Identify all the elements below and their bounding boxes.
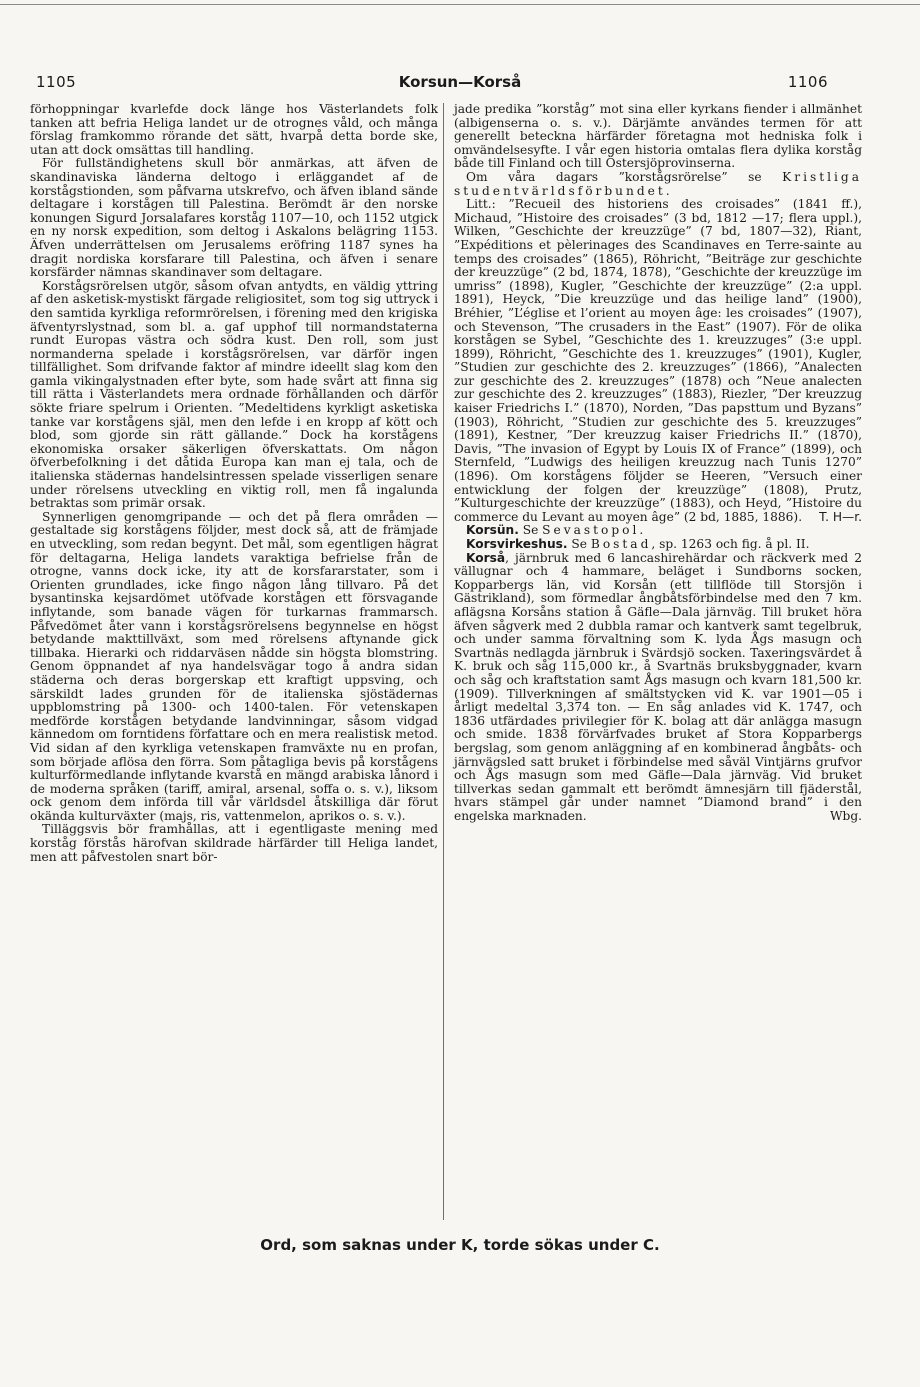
entry-headword: Korså bbox=[466, 550, 506, 565]
entry-text: , järnbruk med 6 lancashirehärdar och räckverk med 2 vällugnar och 4 hammare, beläget i Sundborns socken, Kopparbergs län, vid Korsån (ett tillflöde till Storsjön i Gästrikland), som förmedlar ångbåtsförbindelse med den 7 km. aflägsna Korsåns station å Gäfle—Dala järnväg. Till bruket höra äfven sågverk med 2 dubbla ramar och kantverk samt tegelbruk, och under samma förvaltning som K. lyda Ågs masugn och Svartnäs nedlagda järnbruk i Svärdsjö socken. Taxeringsvärdet å K. bruk och såg 115,000 kr., å Svartnäs bruksbyggnader, kvarn och såg och kraftstation samt Ågs masugn och kvarn 181,500 kr. (1909). Tillverkningen af smältstycken vid K. var 1901—05 i årligt medeltal 3,374 ton. — En såg anlades vid K. 1747, och 1836 utfärdades privilegier för K. bolag att där anlägga masugn och smide. 1838 förvärfvades bruket af Stora Kopparbergs bergslag, som genom anläggning af en kombinerad ångbåts- och järnvägsled satt bruket i förbindelse med såväl Vintjärns grufvor och Ågs masugn som med Gäfle—Dala järnväg. Vid bruket tillverkas sedan gammalt ett berömdt ämnesjärn till fjäderstål, hvars stämpel går under namnet ”Diamond brand” i den engelska marknaden. bbox=[454, 550, 862, 823]
text: , sp. 1263 och fig. å pl. II. bbox=[651, 537, 810, 551]
text: Om våra dagars ”korstågsrörelse” se bbox=[466, 169, 783, 184]
paragraph: Korstågsrörelsen utgör, såsom ofvan antydts, en väldig yttring af den asketisk-mystiskt färgade religiositet, som tog sig uttryck i den samtida kyrkliga reformrörelsen, i förening med den krigiska äfventyrslystnad, som bl. a. gaf upphof till normandstaterna rundt Europas västra och södra kust. Den roll, som just normanderna spelade i korstågsrörelsen, var därför ingen tillfällighet. Som drifvande faktor af mindre ideellt slag kom den gamla vikingalystnaden efter byte, som hade svårt att finna sig till rätta i Västerlandets mera ordnade förhållanden och därför sökte friare spelrum i Orienten. ”Medeltidens kyrkligt asketiska tanke var korstågens själ, men den lefde i en kropp af kött och blod, som gjorde sin rätt gällande.” Dock ha korstågens ekonomiska orsaker säkerligen öfverskattats. Om någon öfverbefolkning i det dåtida Europa kan man ej tala, och de italienska städernas handelsintressen spelade visserligen senare under rörelsens utveckling en viktig roll, men få ingalunda betraktas som primär orsak. bbox=[30, 278, 438, 511]
right-column bbox=[454, 103, 862, 823]
paragraph: Tilläggsvis bör framhållas, att i egentligaste mening med korståg förstås härofvan skildrade härfärder till Heliga landet, men att påfvestolen snart bör- bbox=[30, 822, 438, 864]
left-page-number: 1105 bbox=[36, 73, 77, 91]
entry-korsun bbox=[454, 524, 862, 538]
entry-headword: Korsvirkeshus. bbox=[466, 537, 568, 551]
running-head: Korsun—Korså bbox=[398, 73, 522, 91]
spaced-reference: Sevastopol bbox=[542, 523, 640, 538]
cross-reference-paragraph bbox=[454, 171, 862, 198]
author-signature: T. H—r. bbox=[819, 509, 862, 524]
literature-label: Litt. bbox=[466, 197, 492, 212]
entry-korsvirkeshus bbox=[454, 538, 862, 552]
paragraph: Synnerligen genomgripande — och det på flera områden — gestaltade sig korstågens följder, mest dock så, att de främjade en utveckling, som redan begynt. Det mål, som egentligen hägrat för deltagarna, Heliga landets varaktiga befrielse från de otrogne, vanns dock icke, ity att de korsfararstater, som i Orienten grundlades, icke fingo någon lång tillvaro. På det bysantinska kejsardömet utöfvade korstågen ett försvagande inflytande, som banade vägen för turkarnas frammarsch. Påfvedömet åter vann i korstågsrörelsens begynnelse en högst betydande makttillväxt, som med rörelsens aftynande gick tillbaka. Hierarki och riddarväsen nådde sin högsta blomstring. Genom öppnandet af nya handelsvägar togo å andra sidan städerna och deras borgerskap ett kraftigt uppsving, och särskildt lades grunden för de italienska sjöstädernas uppblomstring på 1300- och 1400-talen. För vetenskapen medförde korstågen betydande landvinningar, såsom vidgad kännedom om forntidens författare och en mera realistisk metod. Vid sidan af den kyrkliga vetenskapen framväxte nu en profan, som började aflösa den förra. Som påtagliga bevis på korstågens kulturförmedlande inflytande kvarstå en mängd arabiska lånord i de moderna språken (tariff, amiral, arsenal, soffa o. s. v.), liksom ock genom dem införda till vår världsdel åtskilliga där förut okända kulturväxter (majs, ris, vattenmelon, aprikos o. s. v.). bbox=[30, 509, 438, 823]
paragraph: För fullständighetens skull bör anmärkas, att äfven de skandinaviska länderna deltogo i erläggandet af de korstågstionden, som påfvarna utskrefvo, och äfven ibland sände deltagare i korstågen till Palestina. Berömdt är den norske konungen Sigurd Jorsalafares korståg 1107—10, och 1152 utgick en ny norsk expedition, som deltog i Askalons belägring 1153. Äfven underrättelsen om Jerusalems eröfring 1187 synes ha dragit nordiska korsfarare till Palestina, och äfven i senare korsfärder nämnas skandinaver som deltagare. bbox=[30, 156, 438, 280]
text: . bbox=[665, 183, 670, 198]
author-signature: Wbg. bbox=[829, 808, 862, 823]
spaced-reference: Bostad bbox=[590, 537, 652, 551]
column-divider bbox=[443, 103, 444, 1220]
spaced-reference: Kristliga studentvärldsförbundet bbox=[454, 169, 862, 198]
text: Se bbox=[567, 537, 591, 551]
left-column bbox=[30, 103, 438, 864]
entry-headword: Korsün. bbox=[466, 523, 519, 538]
entry-korsa bbox=[454, 552, 862, 824]
text: . bbox=[639, 523, 644, 538]
top-edge-rule bbox=[0, 4, 920, 5]
text: Se bbox=[518, 523, 543, 538]
page-header bbox=[0, 73, 920, 95]
literature-paragraph bbox=[454, 198, 862, 524]
page-footer-note: Ord, som saknas under K, torde sökas under C. bbox=[260, 1236, 660, 1254]
literature-text: : ”Recueil des historiens des croisades” (1841 ff.), Michaud, ”Histoire des croisades” (3 bd, 1812 —17; flera uppl.), Wilken, ”Geschichte der kreuzzüge” (7 bd, 1807—32), Riant, ”Expéditions et pèlerinages des Scandinaves en Terre-sainte au temps des croisades” (1865), Röhricht, ”Beiträge zur geschichte der kreuzzüge” (2 bd, 1874, 1878), ”Geschichte der kreuzzüge im umriss” (1898), Kugler, ”Geschichte der kreuzzüge” (2:a uppl. 1891), Heyck, ”Die kreuzzüge und das heilige land” (1900), Bréhier, ”L’église et l’orient au moyen âge: les croisades” (1907), och Stevenson, ”The crusaders in the East” (1907). För de olika korstågen se Sybel, ”Geschichte des 1. kreuzzuges” (3:e uppl. 1899), Röhricht, ”Geschichte des 1. kreuzzuges” (1901), Kugler, ”Studien zur geschichte des 2. kreuzzuges” (1866), ”Analecten zur geschichte des 2. kreuzzuges” (1878) och ”Neue analecten zur geschichte des 2. kreuzzuges” (1883), Riezler, ”Der kreuzzug kaiser Friedrichs I.” (1870), Norden, ”Das papsttum und Byzans” (1903), Röhricht, ”Studien zur geschichte des 5. kreuzzuges” (1891), Kestner, ”Der kreuzzug kaiser Friedrichs II.” (1870), Davis, ”The invasion of Egypt by Louis IX of France” (1899), och Sternfeld, ”Ludwigs des heiligen kreuzzug nach Tunis 1270” (1896). Om korstågens följder se Heeren, ”Versuch einer entwicklung der folgen der kreuzzüge” (1808), Prutz, ”Kulturgeschichte der kreuzzüge” (1883), och Heyd, ”Histoire du commerce du Levant au moyen âge” (2 bd, 1885, 1886). bbox=[454, 197, 862, 524]
paragraph: jade predika ”korståg” mot sina eller kyrkans fiender i allmänhet (albigenserna o. s. v.). Därjämte användes termen för att generellt beteckna härfärder företagna mot hedniska folk i omvändelsesyfte. I vår egen historia omtalas flera dylika korståg både till Finland och till Östersjöprovinserna. bbox=[454, 102, 862, 171]
right-page-number: 1106 bbox=[787, 73, 828, 91]
paragraph: förhoppningar kvarlefde dock länge hos Västerlandets folk tanken att befria Heliga landet ur de otrognes våld, och många förslag framkommo rörande det sätt, hvarpå detta borde ske, utan att dock omsättas till handling. bbox=[30, 102, 438, 157]
